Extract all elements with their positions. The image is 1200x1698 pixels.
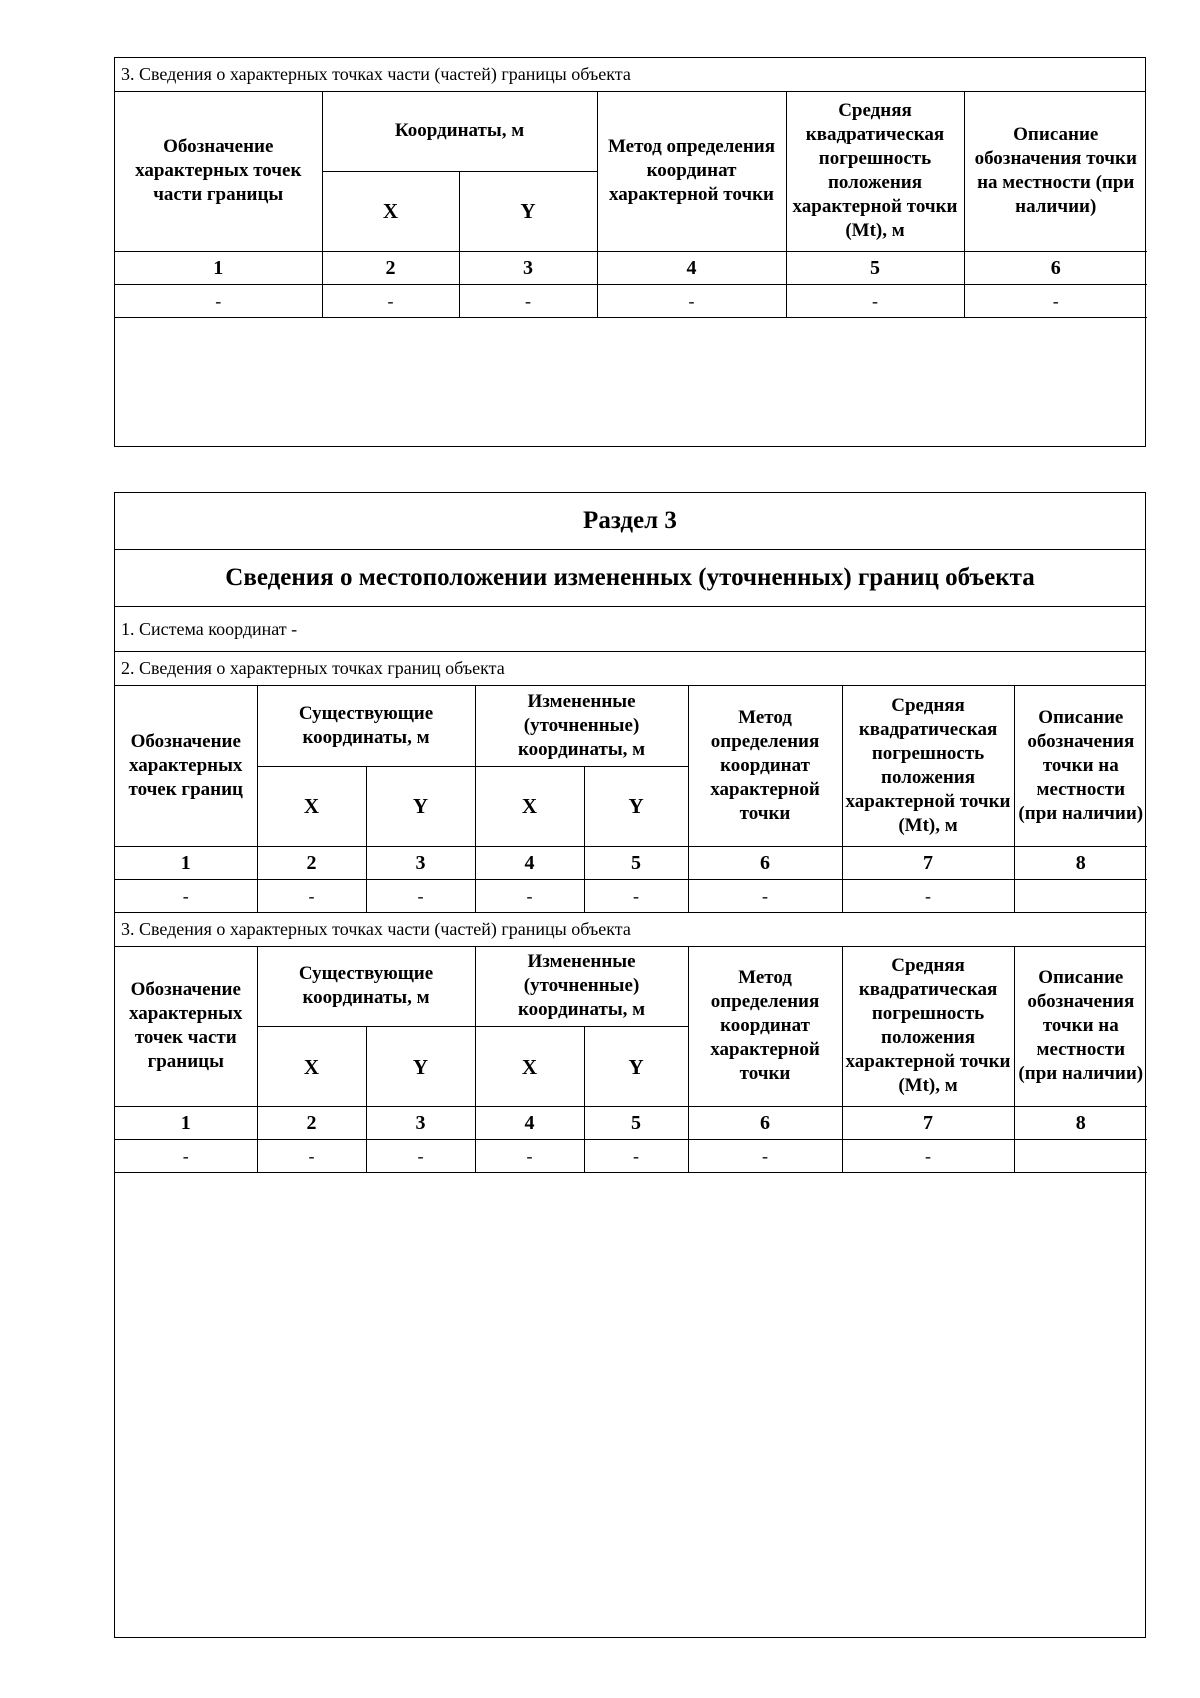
column-numbers-row	[115, 846, 1147, 879]
coordinate-system: 1. Система координат -	[115, 607, 1145, 652]
error-header: Средняя квадратическая погрешность положения характерной точки (Mt), м	[842, 686, 1014, 846]
column-number: 3	[459, 251, 597, 284]
column-numbers-row	[115, 1107, 1147, 1140]
column-number: 8	[1014, 1107, 1147, 1140]
table-cell: -	[584, 1140, 688, 1173]
column-number: 2	[257, 1107, 366, 1140]
column-numbers-row	[115, 251, 1147, 284]
part-boundary-points-block	[114, 57, 1146, 447]
column-number: 7	[842, 1107, 1014, 1140]
table-cell: -	[597, 284, 786, 317]
column-number: 5	[584, 846, 688, 879]
description-header: Описание обозначения точки на местности (при наличии)	[1014, 686, 1147, 846]
part-boundary-caption: 3. Сведения о характерных точках части (частей) границы объекта	[115, 58, 1145, 92]
column-number: 2	[322, 251, 459, 284]
table-cell: -	[786, 284, 964, 317]
part-boundary-caption: 3. Сведения о характерных точках части (частей) границы объекта	[115, 913, 1145, 947]
column-number: 4	[475, 1107, 584, 1140]
y-header: Y	[584, 1027, 688, 1107]
table-cell: -	[842, 879, 1014, 912]
column-number: 3	[366, 846, 475, 879]
table-cell	[1014, 879, 1147, 912]
boundary-points-table	[115, 686, 1147, 913]
table-row	[115, 284, 1147, 317]
column-number: 1	[115, 1107, 257, 1140]
column-number: 2	[257, 846, 366, 879]
table-cell: -	[459, 284, 597, 317]
x-header: X	[475, 1027, 584, 1107]
table-cell	[1014, 1140, 1147, 1173]
description-header: Описание обозначения точки на местности (при наличии)	[964, 92, 1147, 251]
column-number: 6	[688, 846, 842, 879]
table-cell: -	[366, 879, 475, 912]
changed-coordinates-header: Измененные (уточненные) координаты, м	[475, 947, 688, 1027]
x-header: X	[475, 766, 584, 846]
boundary-points-caption: 2. Сведения о характерных точках границ объекта	[115, 652, 1145, 686]
column-number: 5	[786, 251, 964, 284]
table-row	[115, 1140, 1147, 1173]
column-number: 8	[1014, 846, 1147, 879]
x-header: X	[322, 171, 459, 251]
y-header: Y	[459, 171, 597, 251]
table-cell: -	[842, 1140, 1014, 1173]
x-header: X	[257, 766, 366, 846]
table-cell: -	[257, 879, 366, 912]
part-boundary-points-table	[115, 947, 1147, 1174]
designation-header: Обозначение характерных точек границ	[115, 686, 257, 846]
table-cell: -	[115, 284, 322, 317]
column-number: 7	[842, 846, 1014, 879]
table-cell: -	[688, 879, 842, 912]
existing-coordinates-header: Существующие координаты, м	[257, 686, 475, 766]
description-header: Описание обозначения точки на местности (при наличии)	[1014, 947, 1147, 1107]
column-number: 1	[115, 251, 322, 284]
existing-coordinates-header: Существующие координаты, м	[257, 947, 475, 1027]
table-cell: -	[115, 879, 257, 912]
section-title: Раздел 3	[115, 493, 1145, 550]
column-number: 1	[115, 846, 257, 879]
table-cell: -	[584, 879, 688, 912]
y-header: Y	[366, 766, 475, 846]
y-header: Y	[366, 1027, 475, 1107]
error-header: Средняя квадратическая погрешность положения характерной точки (Mt), м	[842, 947, 1014, 1107]
x-header: X	[257, 1027, 366, 1107]
column-number: 3	[366, 1107, 475, 1140]
table-cell: -	[475, 879, 584, 912]
table-cell: -	[366, 1140, 475, 1173]
column-number: 6	[964, 251, 1147, 284]
column-number: 4	[597, 251, 786, 284]
coordinates-header: Координаты, м	[322, 92, 597, 171]
table-cell: -	[475, 1140, 584, 1173]
table-row	[115, 879, 1147, 912]
table-cell: -	[688, 1140, 842, 1173]
table-cell: -	[257, 1140, 366, 1173]
method-header: Метод определения координат характерной точки	[688, 686, 842, 846]
table-cell: -	[964, 284, 1147, 317]
column-number: 4	[475, 846, 584, 879]
column-number: 6	[688, 1107, 842, 1140]
error-header: Средняя квадратическая погрешность положения характерной точки (Mt), м	[786, 92, 964, 251]
table-cell: -	[322, 284, 459, 317]
column-number: 5	[584, 1107, 688, 1140]
method-header: Метод определения координат характерной точки	[688, 947, 842, 1107]
designation-header: Обозначение характерных точек части границы	[115, 947, 257, 1107]
changed-coordinates-header: Измененные (уточненные) координаты, м	[475, 686, 688, 766]
method-header: Метод определения координат характерной точки	[597, 92, 786, 251]
y-header: Y	[584, 766, 688, 846]
section-subtitle: Сведения о местоположении измененных (уточненных) границ объекта	[115, 550, 1145, 607]
section-3-block	[114, 492, 1146, 1638]
table-cell: -	[115, 1140, 257, 1173]
part-boundary-table	[115, 92, 1147, 318]
designation-header: Обозначение характерных точек части границы	[115, 92, 322, 251]
